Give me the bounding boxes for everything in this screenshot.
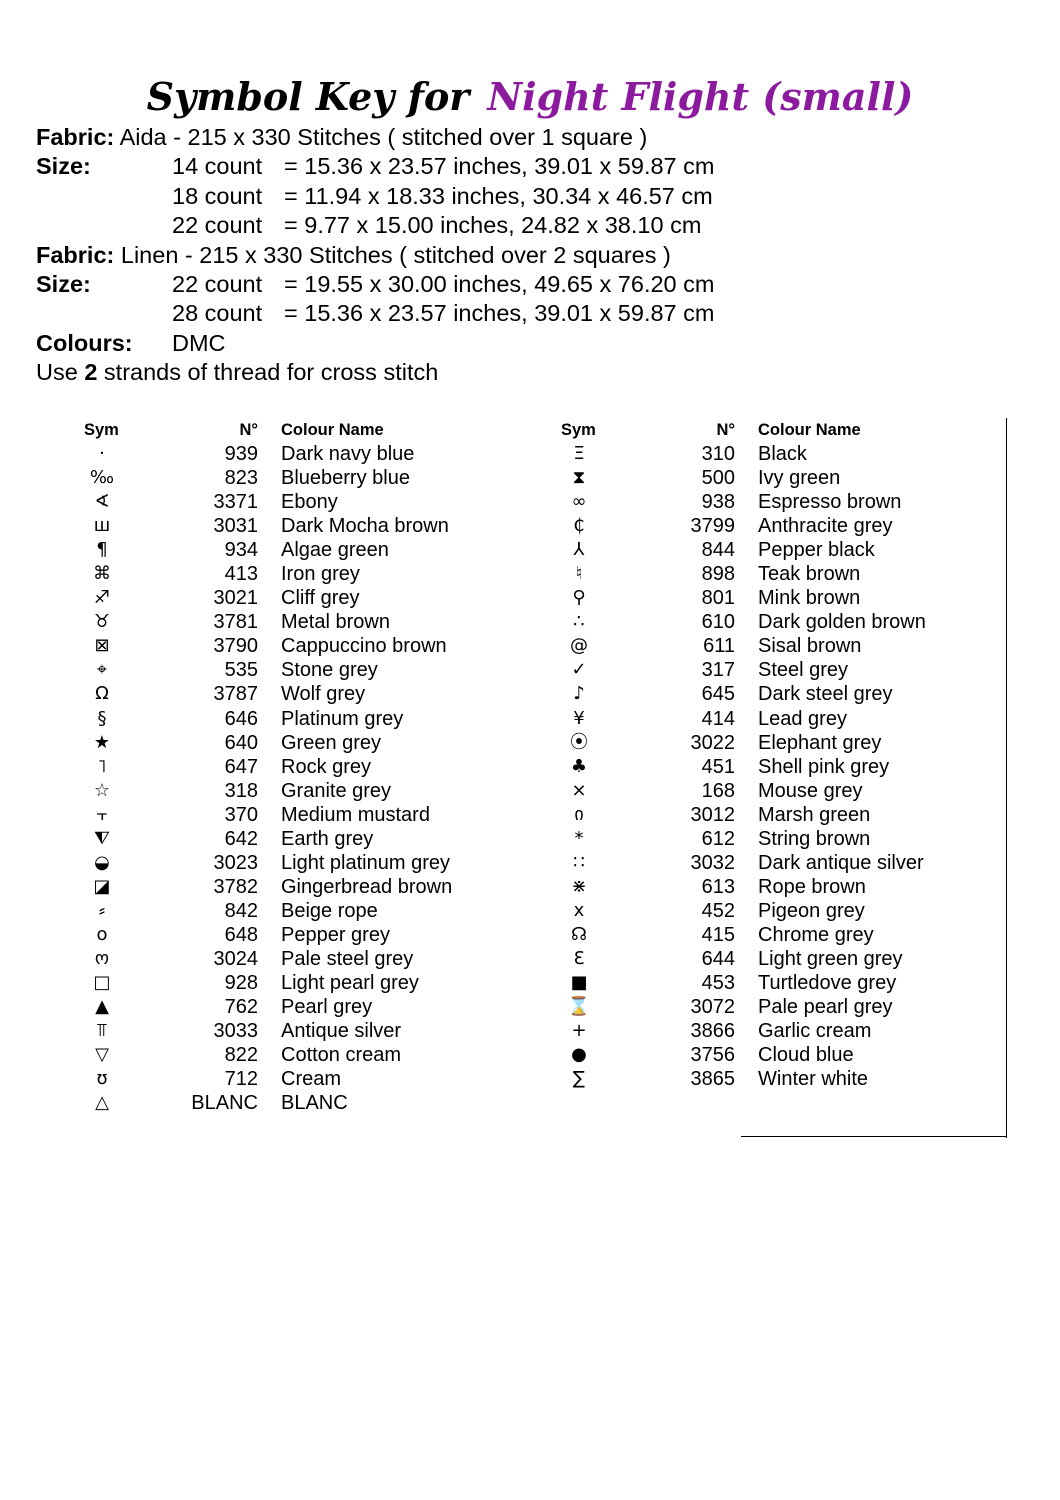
dmc-number: 3032 xyxy=(690,851,735,874)
symbol: ★ xyxy=(93,731,111,753)
symbol: ⸗ xyxy=(99,899,105,921)
dmc-number: 938 xyxy=(701,491,735,514)
symbol: ⊠ xyxy=(94,635,110,657)
symbol: ⚲ xyxy=(572,587,586,609)
dmc-number: 318 xyxy=(224,779,258,802)
dmc-number: 415 xyxy=(701,923,735,946)
symbol: x xyxy=(573,899,585,921)
header-sym: Sym xyxy=(84,421,119,439)
dmc-number: 610 xyxy=(701,611,735,634)
table-border-bottom xyxy=(741,1136,1007,1137)
symbol: ♣ xyxy=(570,755,588,777)
symbol: ⫟ xyxy=(96,803,108,825)
symbol: ‰ xyxy=(89,467,115,489)
colour-name: Gingerbread brown xyxy=(281,875,453,898)
symbol: ♮ xyxy=(575,563,583,585)
colour-name: Dark Mocha brown xyxy=(281,515,449,538)
dmc-number: 612 xyxy=(701,827,735,850)
colour-name: Pepper black xyxy=(758,539,875,562)
symbol: ⧗ xyxy=(572,467,586,489)
symbol: ✓ xyxy=(571,659,587,681)
symbol: ⦿ xyxy=(570,731,588,753)
symbol: ₵ xyxy=(573,515,585,537)
colour-name: Green grey xyxy=(281,731,382,754)
strands-line xyxy=(36,358,714,387)
symbol: + xyxy=(571,1020,587,1042)
symbol: ♐ xyxy=(93,587,111,609)
colour-name: Beige rope xyxy=(281,899,378,922)
colour-name: Mink brown xyxy=(758,587,861,610)
symbol: ◒ xyxy=(94,851,110,873)
colours-value: DMC xyxy=(172,329,226,356)
title-pattern-name: Night Flight (small) xyxy=(487,74,914,119)
size-aida-line xyxy=(36,211,714,240)
colour-name: Iron grey xyxy=(281,563,360,586)
dmc-number: 646 xyxy=(224,707,258,730)
colour-name: Medium mustard xyxy=(281,803,430,826)
colour-name: Garlic cream xyxy=(758,1020,872,1043)
colour-name: Chrome grey xyxy=(758,923,874,946)
dmc-number: 453 xyxy=(701,972,735,995)
colour-name: Pearl grey xyxy=(281,996,373,1019)
symbol: ▽ xyxy=(95,1044,109,1066)
dmc-number: 3024 xyxy=(213,947,258,970)
symbol: ⨯ xyxy=(571,779,587,801)
colour-name: Stone grey xyxy=(281,659,378,682)
colour-name: Light pearl grey xyxy=(281,972,419,995)
dmc-number: 928 xyxy=(224,972,258,995)
colour-name: BLANC xyxy=(281,1092,348,1115)
symbol: ი xyxy=(574,803,584,825)
size-count: 22 count xyxy=(172,212,263,239)
symbol: □ xyxy=(93,972,111,994)
dmc-number: 3790 xyxy=(213,635,258,658)
dmc-number: 762 xyxy=(224,996,258,1019)
colour-name: Turtledove grey xyxy=(758,972,897,995)
symbol: ∴ xyxy=(573,611,585,633)
dmc-number: 842 xyxy=(224,899,258,922)
colour-name: Rope brown xyxy=(758,875,866,898)
symbol: Ɛ xyxy=(573,947,585,969)
header-number: N° xyxy=(716,421,735,439)
dmc-number: 452 xyxy=(701,899,735,922)
colour-name: Blueberry blue xyxy=(281,467,410,490)
symbol: ☊ xyxy=(571,923,587,945)
symbol: ☆ xyxy=(93,779,111,801)
symbol: ⋇ xyxy=(571,875,587,897)
colour-name: Dark golden brown xyxy=(758,611,926,634)
colour-name: Antique silver xyxy=(281,1020,402,1043)
dmc-number: 934 xyxy=(224,539,258,562)
size-count: 28 count xyxy=(172,300,263,327)
symbol: ⌘ xyxy=(93,563,111,585)
symbol: ¥ xyxy=(573,707,585,729)
fabric-aida-text: Aida - 215 x 330 Stitches ( stitched over 1 square ) xyxy=(119,124,648,150)
symbol: ◪ xyxy=(93,875,111,897)
dmc-number: 500 xyxy=(701,467,735,490)
symbol: o xyxy=(96,923,108,945)
symbol: ∑ xyxy=(572,1068,586,1090)
dmc-number: BLANC xyxy=(191,1092,258,1115)
colour-name: Platinum grey xyxy=(281,707,404,730)
symbol: ⌛ xyxy=(567,996,591,1018)
dmc-number: 898 xyxy=(701,563,735,586)
symbol: ■ xyxy=(570,972,588,994)
symbol: · xyxy=(99,443,105,464)
symbol: @ xyxy=(570,635,588,657)
fabric-linen-line xyxy=(36,241,714,270)
dmc-number: 801 xyxy=(701,587,735,610)
colour-name: Pale steel grey xyxy=(281,947,414,970)
size-linen-line xyxy=(36,270,714,299)
dmc-number: 644 xyxy=(701,947,735,970)
dmc-number: 3756 xyxy=(690,1044,735,1067)
dmc-number: 168 xyxy=(701,779,735,802)
colour-name: Dark antique silver xyxy=(758,851,924,874)
dmc-number: 317 xyxy=(701,659,735,682)
size-count: 18 count xyxy=(172,182,263,209)
colour-name: Pigeon grey xyxy=(758,899,865,922)
colour-name: Rock grey xyxy=(281,755,372,778)
dmc-number: 823 xyxy=(224,467,258,490)
strands-text: strands of thread for cross stitch xyxy=(97,359,439,386)
symbol: ▲ xyxy=(95,996,109,1018)
dmc-number: 822 xyxy=(224,1044,258,1067)
title-prefix: Symbol Key for xyxy=(146,74,470,119)
fabric-label: Fabric: xyxy=(36,241,115,268)
dmc-number: 611 xyxy=(703,635,735,658)
page-title xyxy=(0,74,1060,119)
colour-name: Dark steel grey xyxy=(758,683,893,706)
colour-name: String brown xyxy=(758,827,871,850)
dmc-number: 310 xyxy=(701,443,735,465)
symbol: § xyxy=(97,707,107,729)
size-dims: = 15.36 x 23.57 inches, 39.01 x 59.87 cm xyxy=(284,300,715,327)
colour-name: Pepper grey xyxy=(281,923,390,946)
symbol: ♉ xyxy=(93,611,111,633)
dmc-number: 370 xyxy=(224,803,258,826)
size-count: 14 count xyxy=(172,153,263,180)
symbol: ш xyxy=(93,515,111,537)
colour-name: Marsh green xyxy=(758,803,871,826)
table-border-right xyxy=(1006,418,1007,1138)
colour-name: Wolf grey xyxy=(281,683,366,706)
colour-name: Granite grey xyxy=(281,779,392,802)
dmc-number: 3072 xyxy=(690,996,735,1019)
dmc-number: 3787 xyxy=(213,683,258,706)
header-sym: Sym xyxy=(561,421,596,439)
dmc-number: 640 xyxy=(224,731,258,754)
colour-name: Winter white xyxy=(758,1068,869,1091)
size-dims: = 9.77 x 15.00 inches, 24.82 x 38.10 cm xyxy=(284,212,702,239)
dmc-number: 535 xyxy=(224,659,258,682)
header-colour-name: Colour Name xyxy=(758,421,861,439)
symbol: ო xyxy=(94,947,110,969)
dmc-number: 3799 xyxy=(690,515,735,538)
size-aida-line xyxy=(36,182,714,211)
dmc-number: 3022 xyxy=(690,731,735,754)
colour-name: Earth grey xyxy=(281,827,374,850)
colour-name: Sisal brown xyxy=(758,635,862,658)
size-label: Size: xyxy=(36,270,91,297)
symbol: ∞ xyxy=(571,491,587,513)
colour-name: Lead grey xyxy=(758,707,847,730)
colour-name: Steel grey xyxy=(758,659,849,682)
colour-name: Shell pink grey xyxy=(758,755,890,778)
colour-name: Cream xyxy=(281,1068,342,1091)
dmc-number: 647 xyxy=(224,755,258,778)
symbol: △ xyxy=(95,1092,109,1114)
fabric-linen-text: Linen - 215 x 330 Stitches ( stitched over 2 squares ) xyxy=(120,241,671,268)
fabric-label: Fabric: xyxy=(36,124,115,150)
colour-name: Black xyxy=(758,443,807,465)
dmc-number: 642 xyxy=(224,827,258,850)
fabric-info xyxy=(36,123,714,388)
colour-name: Metal brown xyxy=(281,611,390,634)
colour-name: Teak brown xyxy=(758,563,861,586)
dmc-number: 414 xyxy=(701,707,735,730)
colour-name: Mouse grey xyxy=(758,779,863,802)
symbol: ˥ xyxy=(97,755,107,777)
symbol: ⫪ xyxy=(96,1020,108,1042)
fabric-aida-line xyxy=(36,123,714,152)
dmc-number: 3023 xyxy=(213,851,258,874)
dmc-number: 844 xyxy=(701,539,735,562)
colour-name: Light green grey xyxy=(758,947,903,970)
header-colour-name: Colour Name xyxy=(281,421,384,439)
size-linen-line xyxy=(36,299,714,328)
symbol: ⧨ xyxy=(93,827,111,849)
size-dims: = 19.55 x 30.00 inches, 49.65 x 76.20 cm xyxy=(284,270,715,297)
dmc-number: 645 xyxy=(701,683,735,706)
symbol: ∷ xyxy=(573,851,585,873)
dmc-number: 451 xyxy=(701,755,735,778)
colour-name: Espresso brown xyxy=(758,491,902,514)
size-dims: = 15.36 x 23.57 inches, 39.01 x 59.87 cm xyxy=(284,153,715,180)
symbol: Ξ xyxy=(573,443,585,464)
strands-count: 2 xyxy=(84,359,98,386)
dmc-number: 3781 xyxy=(213,611,258,634)
dmc-number: 3371 xyxy=(213,491,258,514)
header-number: N° xyxy=(239,421,258,439)
size-dims: = 11.94 x 18.33 inches, 30.34 x 46.57 cm xyxy=(284,182,713,209)
dmc-number: 3031 xyxy=(213,515,258,538)
dmc-number: 613 xyxy=(701,875,735,898)
colour-name: Light platinum grey xyxy=(281,851,450,874)
symbol: Ω xyxy=(95,683,109,705)
dmc-number: 3012 xyxy=(690,803,735,826)
symbol: ♪ xyxy=(573,683,585,705)
dmc-number: 3782 xyxy=(213,875,258,898)
symbol: * xyxy=(574,827,584,849)
colour-name: Cappuccino brown xyxy=(281,635,447,658)
colour-name: Ivy green xyxy=(758,467,841,490)
colour-name: Anthracite grey xyxy=(758,515,893,538)
colour-name: Elephant grey xyxy=(758,731,882,754)
strands-text: Use xyxy=(36,359,85,386)
dmc-number: 3866 xyxy=(690,1020,735,1043)
dmc-number: 3021 xyxy=(213,587,258,610)
colour-name: Cloud blue xyxy=(758,1044,854,1067)
colour-name: Pale pearl grey xyxy=(758,996,893,1019)
dmc-number: 712 xyxy=(224,1068,258,1091)
symbol: ∢ xyxy=(94,491,110,513)
symbol: ⅄ xyxy=(573,539,585,561)
size-count: 22 count xyxy=(172,270,263,297)
colour-name: Cotton cream xyxy=(281,1044,402,1067)
colour-name: Algae green xyxy=(281,539,389,562)
symbol: ʊ xyxy=(96,1068,108,1090)
colour-name: Cliff grey xyxy=(281,587,360,610)
symbol: ● xyxy=(571,1044,587,1066)
dmc-number: 648 xyxy=(224,923,258,946)
colours-line xyxy=(36,329,714,358)
dmc-number: 939 xyxy=(224,443,258,465)
symbol: ¶ xyxy=(96,539,108,561)
dmc-number: 413 xyxy=(224,563,258,586)
dmc-number: 3865 xyxy=(690,1068,735,1091)
colour-name: Dark navy blue xyxy=(281,443,415,465)
symbol: ⌖ xyxy=(96,659,108,681)
dmc-number: 3033 xyxy=(213,1020,258,1043)
size-label: Size: xyxy=(36,153,91,180)
size-aida-line xyxy=(36,152,714,181)
colour-name: Ebony xyxy=(281,491,338,514)
colours-label: Colours: xyxy=(36,329,133,356)
